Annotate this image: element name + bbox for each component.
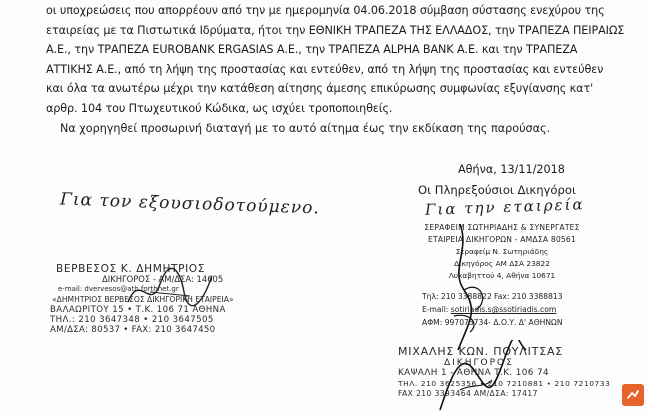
stamp-poulitsas: [398, 345, 611, 400]
stamp-name: ΜΙΧΑΛΗΣ ΚΩΝ. ΠΟΥΛΙΤΣΑΣ: [398, 345, 564, 358]
stamp-firm-name: ΣΕΡΑΦΕΙΜ ΣΩΤΗΡΙΑΔΗΣ & ΣΥΝΕΡΓΑΤΕΣ: [424, 223, 580, 232]
paragraph-line: οι υποχρεώσεις που απορρέουν από την με ημερομηνία 04.06.2018 σύμβαση σύστασης ενεχύρου της: [46, 4, 605, 17]
logo-badge: [622, 384, 644, 406]
stamp-firm: «ΔΗΜΗΤΡΙΟΣ ΒΕΡΒΕΣΟΣ ΔΙΚΗΓΟΡΙΚΗ ΕΤΑΙΡΕΙΑ»: [52, 294, 234, 304]
paragraph-line: και όλα τα ανωτέρω μέχρι την κατάθεση αίτησης άμεσης επικύρωσης συμφωνίας εξυγίανσης κατ': [46, 82, 594, 95]
paragraph-line: εταιρείας με τα Πιστωτικά Ιδρύματα, ήτοι την ΕΘΝΙΚΗ ΤΡΑΠΕΖΑ ΤΗΣ ΕΛΛΑΔΟΣ, την ΤΡΑΠΕΖΑ ΠΕΙΡΑΙΩΣ: [46, 23, 625, 37]
stamp-sotiriadis: [422, 222, 582, 327]
stamp-email-row: [422, 303, 622, 316]
stamp-address: Λυκαβηττού 4, Αθήνα 10671: [448, 271, 556, 280]
stamp-person: Σεραφείμ Ν. Σωτηριάδης: [455, 247, 549, 256]
brand-logo-icon: [626, 388, 640, 402]
stamp-afm: ΑΦΜ: 997073734- Δ.Ο.Υ. Δ' ΑΘΗΝΩΝ: [422, 318, 563, 327]
paragraph-line: αρθρ. 104 του Πτωχευτικού Κώδικα, ως ισχύει τροποποιηθείς.: [46, 101, 393, 115]
stamp-am-fax: ΑΜ/ΔΣΑ: 80537 • FAX: 210 3647450: [50, 325, 216, 336]
stamp-email-link[interactable]: sotiriadis.s@ssotiriadis.com: [450, 305, 557, 314]
place-date: Αθήνα, 13/11/2018: [458, 163, 565, 176]
stamp-address: ΚΑΨΑΛΗ 1 - ΑΘΗΝΑ Τ.Κ. 106 74: [398, 368, 549, 379]
stamp-telephone: Τηλ: 210 3388822 Fax: 210 3388813: [422, 292, 563, 301]
stamp-address: ΒΑΛΑΩΡΙΤΟΥ 15 • Τ.Κ. 106 71 ΑΘΗΝΑ: [50, 304, 226, 315]
paragraph-line: ΑΤΤΙΚΗΣ Α.Ε., από τη λήψη της προστασίας και εντεύθεν, από τη λήψη της προστασίας και εντεύθεν: [46, 62, 604, 76]
stamp-name: ΒΕΡΒΕΣΟΣ Κ. ΔΗΜΗΤΡΙΟΣ: [56, 263, 206, 275]
stamp-email-label: E-mail:: [422, 305, 449, 314]
stamp-fax-am: FAX 210 3393464 ΑΜ/ΔΣΑ: 17417: [398, 389, 538, 399]
stamp-firm-type: ΕΤΑΙΡΕΙΑ ΔΙΚΗΓΟΡΩΝ - ΑΜΔΣΑ 80561: [428, 235, 576, 244]
stamp-telephone: ΤΗΛ.: 210 3647348 • 210 3647505: [50, 315, 214, 326]
stamp-email: e-mail: dvervesos@ath.forthnet.gr: [58, 285, 179, 294]
request-line: Να χορηγηθεί προσωρινή διαταγή με το αυτό αίτημα έως την εκδίκαση της παρούσας.: [60, 122, 551, 135]
stamp-title: ΔΙΚΗΓΟΡΟΣ: [444, 357, 514, 368]
stamp-vervesos: [46, 264, 246, 335]
attorneys-heading: Οι Πληρεξούσιοι Δικηγόροι: [418, 183, 576, 197]
stamp-person-am: Δικηγόρος ΑΜ ΔΣΑ 23822: [454, 259, 550, 268]
stamp-telephone: ΤΗΛ. 210 3625356 • 210 7210881 • 210 7210733: [398, 378, 611, 388]
handwritten-note-right: Για την εταιρεία: [424, 195, 585, 219]
stamp-title: ΔΙΚΗΓΟΡΟΣ - ΑΜ/ΔΣΑ: 14605: [102, 274, 224, 285]
paragraph-line: Α.Ε., την ΤΡΑΠΕΖΑ EUROBANK ERGASIAS Α.Ε., την ΤΡΑΠΕΖΑ ALPHA BANK Α.Ε. και την ΤΡΑΠΕΖΑ: [46, 43, 578, 56]
stamp-contact: [422, 290, 622, 329]
document-paragraph: [46, 1, 625, 118]
handwritten-note-left: Για τον εξουσιοδοτούμενο.: [59, 189, 321, 219]
